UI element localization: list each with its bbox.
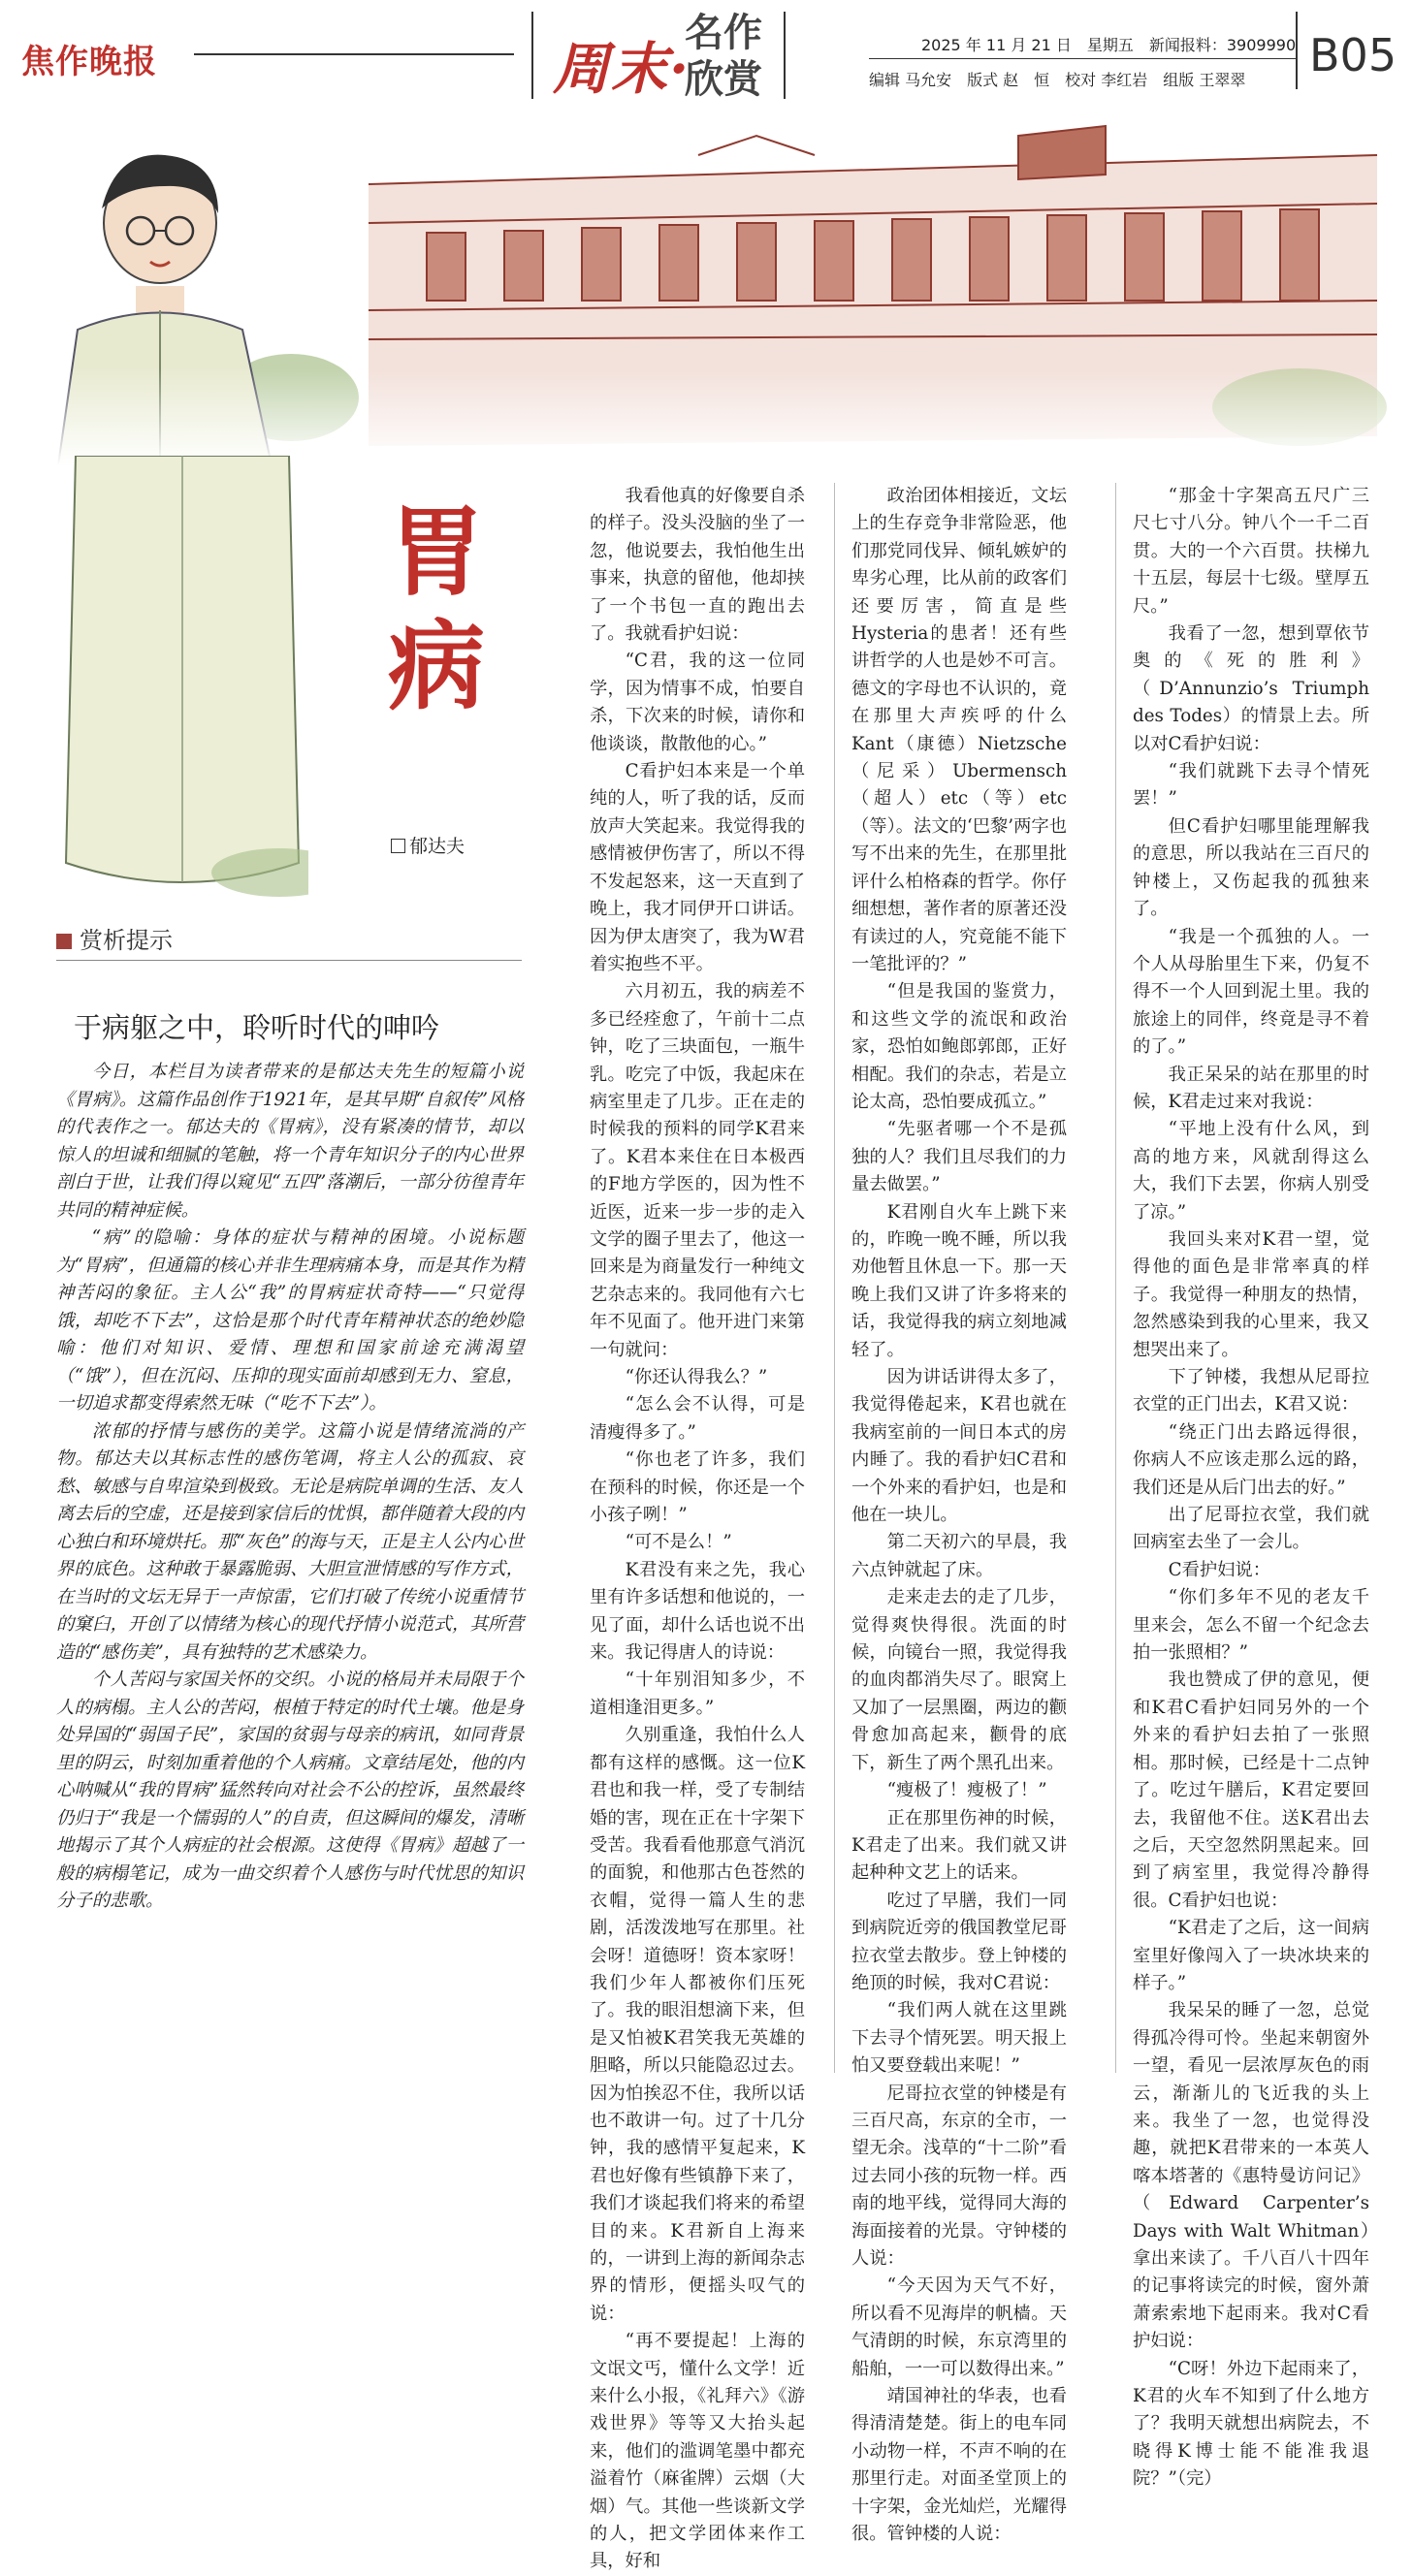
story-column-3 [1133,483,1369,2494]
story-paragraph: “你也老了许多，我们在预科的时候，你还是一个小孩子咧！” [590,1449,805,1526]
story-paragraph: 因为讲话讲得太多了，我觉得倦起来，K君也就在我病室前的一间日本式的房内睡了。我的看护妇C君和一个外来的看护妇，也是和他在一块儿。 [851,1367,1067,1526]
masthead-divider-3 [1296,12,1298,89]
article-title: 胃 病 [388,494,485,723]
story-paragraph: 六月初五，我的病差不多已经痊愈了，午前十二点钟，吃了三块面包，一瓶牛乳。吃完了中饭，我起床在病室里走了几步。正在走的时候我的预料的同学K君来了。K君本来住在日本极西的F地方学医的，因为性不近医，近来一步一步的走入文学的圈子里去了，他这一回来是为商量发行一种纯文艺杂志来的。我同他有六七年不见面了。他开进门来第一句就问： [590,981,805,1360]
commentary-paragraph: 个人苦闷与家国关怀的交织。小说的格局并未局限于个人的病榻。主人公的苦闷，根植于特定的时代土壤。他是身处异国的“弱国子民”，家国的贫弱与母亲的病讯，如同背景里的阴云，时刻加重着他的个人病痛。文章结尾处，他的内心呐喊从“我的胃病”猛然转向对社会不公的控诉，虽然最终仍归于“我是一个懦弱的人”的自责，但这瞬间的爆发，清晰地揭示了其个人病症的社会根源。这使得《胃病》超越了一般的病榻笔记，成为一曲交织着个人感伤与时代忧思的知识分子的悲歌。 [56,1670,524,1911]
date-line: 2025 年 11 月 21 日 星期五 新闻报料：3909990 [921,36,1297,54]
story-paragraph: “K君走了之后，这一间病室里好像闯入了一块冰块来的样子。” [1133,1918,1369,1993]
masthead-divider-2 [784,12,786,99]
story-paragraph: “十年别泪知多少，不道相逢泪更多。” [590,1670,805,1718]
commentary-paragraph: 今日，本栏目为读者带来的是郁达夫先生的短篇小说《胃病》。这篇作品创作于1921年，是其早期“自叙传”风格的代表作之一。郁达夫的《胃病》，没有紧凑的情节，却以惊人的坦诚和细腻的笔触，将一个青年知识分子的内心世界剖白于世，让我们得以窥见“五四”落潮后，一部分彷徨青年共同的精神症候。 [56,1062,524,1221]
story-paragraph: 我也赞成了伊的意见，便和K君C看护妇同另外的一个外来的看护妇去拍了一张照相。那时候，已经是十二点钟了。吃过午膳后，K君定要回去，我留他不住。送K君出去之后，天空忽然阴黑起来。回到了病室里，我觉得冷静得很。C看护妇也说： [1133,1670,1369,1911]
masthead-rule-right [869,58,1296,59]
page-number: B05 [1309,29,1397,81]
commentary-paragraph: 浓郁的抒情与感伤的美学。这篇小说是情绪流淌的产物。郁达夫以其标志性的感伤笔调，将主人公的孤寂、哀愁、敏感与自卑渲染到极致。无论是病院单调的生活、友人离去后的空虚，还是接到家信后的忧惧，都伴随着大段的内心独白和环境烘托。那“灰色”的海与天，正是主人公内心世界的底色。这种敢于暴露脆弱、大胆宣泄情感的写作方式，在当时的文坛无异于一声惊雷，它们打破了传统小说重情节的窠臼，开创了以情绪为核心的现代抒情小说范式，其所营造的“感伤美”，具有独特的艺术感染力。 [56,1420,524,1663]
story-paragraph: “怎么会不认得，可是清瘦得多了。” [590,1394,805,1443]
byline-box-icon [391,839,405,853]
story-paragraph: K君没有来之先，我心里有许多话想和他说的，一见了面，却什么话也说不出来。我记得唐人的诗说： [590,1559,805,1664]
story-paragraph: K君刚自火车上跳下来的，昨晚一晚不睡，所以我劝他暂且休息一下。那一天晚上我们又讲了许多将来的话，我觉得我的病立刻地减轻了。 [851,1201,1067,1360]
story-paragraph: 我看了一忽，想到覃依节奥的《死的胜利》（D’Annunzio’s Triumph des Todes）的情景上去。所以对C看护妇说： [1133,623,1369,754]
story-paragraph: “今天因为天气不好，所以看不见海岸的帆樯。天气清朗的时候，东京湾里的船舶，一一可以数得出来。” [851,2275,1067,2379]
editor-line: 编辑 马允安 版式 赵 恒 校对 李红岩 组版 王翠翠 [869,71,1246,89]
story-paragraph: 尼哥拉衣堂的钟楼是有三百尺高，东京的全市，一望无余。浅草的“十二阶”看过去同小孩的玩物一样。西南的地平线，觉得同大海的海面接着的光景。守钟楼的人说： [851,2083,1067,2269]
masthead-rule-left [194,53,514,55]
story-paragraph: “我是一个孤独的人。一个人从母胎里生下来，仍复不得不一个人回到泥土里。我的旅途上的同伴，终竟是寻不着的了。” [1133,926,1369,1058]
story-paragraph: “平地上没有什么风，到高的地方来，风就刮得这么大，我们下去罢，你病人别受了凉。” [1133,1119,1369,1223]
story-paragraph: “再不要提起！上海的文氓文丐，懂什么文学！近来什么小报，《礼拜六》《游戏世界》等等又大抬头起来，他们的滥调笔墨中都充溢着竹（麻雀牌）云烟（大烟）气。其他一些谈新文学的人，把文学团体来作工具，好和 [590,2331,805,2572]
story-paragraph: 正在那里伤神的时候，K君走了出来。我们就又讲起种种文艺上的话来。 [851,1807,1067,1884]
newspaper-logo: 焦作晚报 [21,43,157,81]
story-paragraph: “C呀！外边下起雨来了，K君的火车不知到了什么地方了？我明天就想出病院去，不晓得K博士能不能准我退院？”（完） [1133,2358,1369,2490]
story-paragraph: “绕正门出去路远得很，你病人不应该走那么远的路，我们还是从后门出去的好。” [1133,1421,1369,1498]
story-paragraph: 但C看护妇哪里能理解我的意思，所以我站在三百尺的钟楼上，又伤起我的孤独来了。 [1133,815,1369,920]
story-paragraph: 久别重逢，我怕什么人都有这样的感慨。这一位K君也和我一样，受了专制结婚的害，现在正在十字架下受苦。我看看他那意气消沉的面貌，和他那古色苍然的衣帽，觉得一篇人生的悲剧，活泼泼地写在那里。社会呀！道德呀！资本家呀！我们少年人都被你们压死了。我的眼泪想滴下来，但是又怕被K君笑我无英雄的胆略，所以只能隐忍过去。因为怕挨忍不住，我所以话也不敢讲一句。过了十几分钟，我的感情平复起来，K君也好像有些镇静下来了，我们才谈起我们将来的希望目的来。K君新自上海来的，一讲到上海的新闻杂志界的情形，便摇头叹气的说： [590,1725,805,2324]
story-paragraph: “你们多年不见的老友千里来会，怎么不留一个纪念去拍一张照相？” [1133,1587,1369,1664]
section-subtitle: 名作 欣赏 [685,11,762,102]
story-paragraph: 靖国神社的华表，也看得清清楚楚。街上的电车同小动物一样，不声不响的在那里行走。对面圣堂顶上的十字架，金光灿烂，光耀得很。管钟楼的人说： [851,2386,1067,2545]
story-paragraph: 我呆呆的睡了一忽，总觉得孤冷得可怜。坐起来朝窗外一望，看见一层浓厚灰色的雨云，渐渐儿的飞近我的头上来。我坐了一忽，也觉得没趣，就把K君带来的一本英人喀本塔著的《惠特曼访问记》（Edward Carpenter’s Days with Walt Whitman）拿出来读了。千八百八十四年的记事将读完的时候，窗外萧萧索索地下起雨来。我对C看护妇说： [1133,2000,1369,2352]
story-paragraph: C看护妇本来是一个单纯的人，听了我的话，反而放声大笑起来。我觉得我的感情被伊伤害了，所以不得不发起怒来，这一天直到了晚上，我才同伊开口讲话。因为伊太唐突了，我为W君着实抱些不平。 [590,761,805,974]
story-paragraph: “可不是么！” [625,1532,732,1553]
story-paragraph: 吃过了早膳，我们一同到病院近旁的俄国教堂尼哥拉衣堂去散步。登上钟楼的绝顶的时候，我对C君说： [851,1890,1067,1993]
story-paragraph: “我们两人就在这里跳下去寻个情死罢。明天报上怕又要登载出来呢！” [851,2000,1067,2077]
tip-rule [56,960,522,961]
story-paragraph: “那金十字架高五尺广三尺七寸八分。钟八个一千二百贯。大的一个六百贯。扶梯九十五层，每层十七级。壁厚五尺。” [1133,486,1369,617]
story-paragraph: 我看他真的好像要自杀的样子。没头没脑的坐了一忽，他说要去，我怕他生出事来，执意的留他，他却挟了一个书包一直的跑出去了。我就看护妇说： [590,486,805,645]
story-paragraph: “瘦极了！瘦极了！” [886,1780,1047,1801]
tip-label: 赏析提示 [56,921,173,955]
story-paragraph: 我正呆呆的站在那里的时候，K君走过来对我说： [1133,1064,1369,1112]
story-paragraph: “你还认得我么？” [625,1367,768,1387]
story-column-2 [851,483,1067,2548]
header-illustration [19,116,1397,465]
column-rule [1115,483,1116,2073]
story-paragraph: “我们就跳下去寻个情死罢！” [1133,761,1369,810]
column-rule [834,483,835,2073]
masthead-divider-1 [531,12,533,99]
story-paragraph: 政治团体相接近，文坛上的生存竞争非常险恶，他们那党同伐异、倾轧嫉妒的卑劣心理，比从前的政客们还要厉害，简直是些Hysteria的患者！还有些讲哲学的人也是妙不可言。德文的字母也不认识的，竟在那里大声疾呼的什么Kant（康德）Nietzsche（尼采）Ubermensch（超人）etc（等）etc（等）。法文的‘巴黎’两字也写不出来的先生，在那里批评什么柏格森的哲学。你仔细想想，著作者的原著还没有读过的人，究竟能不能下一笔批评的？” [851,486,1067,974]
story-paragraph: “先驱者哪一个不是孤独的人？我们且尽我们的力量去做罢。” [851,1119,1067,1195]
story-column-1 [590,483,805,2576]
story-paragraph: 走来走去的走了几步，觉得爽快得很。洗面的时候，向镜台一照，我觉得我的血肉都消失尽了。眼窝上又加了一层黑圈，两边的颧骨愈加高起来，颧骨的底下，新生了两个黑孔出来。 [851,1587,1067,1773]
story-paragraph: C看护妇说： [1168,1559,1270,1580]
story-paragraph: 我回头来对K君一望，觉得他的面色是非常率真的样子。我觉得一种朋友的热情，忽然感染到我的心里来，我又想哭出来了。 [1133,1228,1369,1360]
section-title: 周末· [553,36,691,102]
commentary-body [56,1059,524,1916]
article-author: 郁达夫 [391,832,465,858]
story-paragraph: “但是我国的鉴赏力，和这些文学的流氓和政治家，恐怕如鲍郎郭郎，正好相配。我们的杂志，若是立论太高，恐怕要成孤立。” [851,981,1067,1112]
square-bullet-icon [56,934,72,949]
story-paragraph: 第二天初六的早晨，我六点钟就起了床。 [851,1532,1067,1580]
commentary-paragraph: “病”的隐喻：身体的症状与精神的困境。小说标题为“胃病”，但通篇的核心并非生理病痛本身，而是其作为精神苦闷的象征。主人公“我”的胃病症状奇特——“只觉得饿，却吃不下去”，这恰是那个时代青年精神状态的绝妙隐喻：他们对知识、爱情、理想和国家前途充满渴望（“饿”），但在沉闷、压抑的现实面前却感到无力、窒息，一切追求都变得索然无味（“吃不下去”）。 [56,1227,524,1414]
commentary-headline: 于病躯之中，聆听时代的呻吟 [74,1011,440,1044]
story-paragraph: “C君，我的这一位同学，因为情事不成，怕要自杀，下次来的时候，请你和他谈谈，散散他的心。” [590,651,805,754]
figure-robe [56,456,308,902]
story-paragraph: 下了钟楼，我想从尼哥拉衣堂的正门出去，K君又说： [1133,1367,1369,1415]
story-paragraph: 出了尼哥拉衣堂，我们就回病室去坐了一会儿。 [1133,1505,1369,1553]
